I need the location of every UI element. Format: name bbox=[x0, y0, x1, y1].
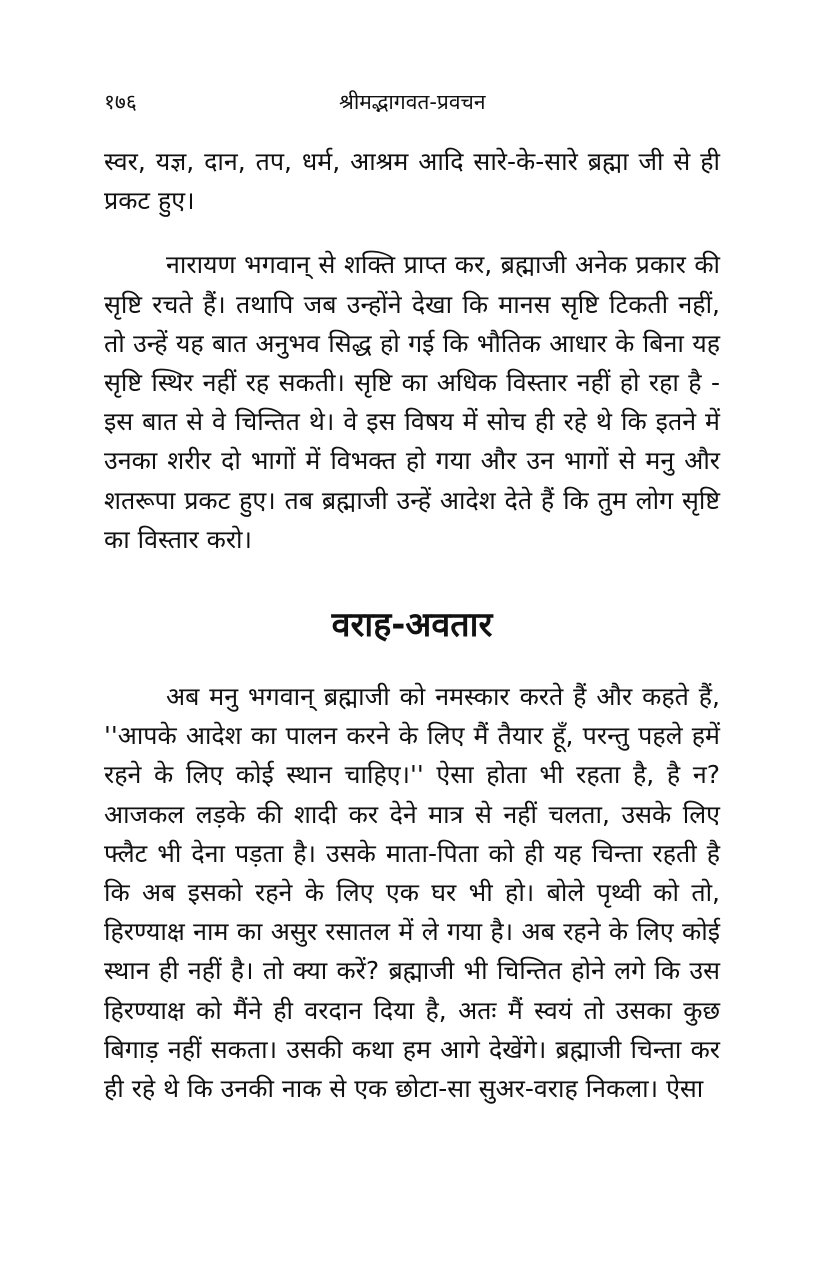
page-number: १७६ bbox=[104, 90, 137, 114]
running-title: श्रीमद्भागवत-प्रवचन bbox=[339, 90, 486, 114]
paragraph-1: स्वर, यज्ञ, दान, तप, धर्म, आश्रम आदि सारे-के-सारे ब्रह्मा जी से ही प्रकट हुए। bbox=[104, 147, 720, 216]
paragraph-2: नारायण भगवान् से शक्ति प्राप्त कर, ब्रह्माजी अनेक प्रकार की सृष्टि रचते हैं। तथापि जब उन्होंने देखा कि मानस सृष्टि टिकती नहीं, तो उन्हें यह बात अनुभव सिद्ध हो गई कि भौतिक आधार के बिना यह सृष्टि स्थिर नहीं रह सकती। सृष्टि का अधिक विस्तार नहीं हो रहा है - इस बात से वे चिन्तित थे। वे इस विषय में सोच ही रहे थे कि इतने में उनका शरीर दो भागों में विभक्त हो गया और उन भागों से मनु और शतरूपा प्रकट हुए। तब ब्रह्माजी उन्हें आदेश देते हैं कि तुम लोग सृष्टि का विस्तार करो। bbox=[104, 250, 720, 554]
paragraph-3: अब मनु भगवान् ब्रह्माजी को नमस्कार करते हैं और कहते हैं, ''आपके आदेश का पालन करने के लिए मैं तैयार हूँ, परन्तु पहले हमें रहने के लिए कोई स्थान चाहिए।'' ऐसा होता भी रहता है, है न? आजकल लड़के की शादी कर देने मात्र से नहीं चलता, उसके लिए फ्लैट भी देना पड़ता है। उसके माता-पिता को ही यह चिन्ता रहती है कि अब इसको रहने के लिए एक घर भी हो। बोले पृथ्वी को तो, हिरण्याक्ष नाम का असुर रसातल में ले गया है। अब रहने के लिए कोई स्थान ही नहीं है। तो क्या करें? ब्रह्माजी भी चिन्तित होने लगे कि उस हिरण्याक्ष को मैंने ही वरदान दिया है, अतः मैं स्वयं तो उसका कुछ बिगाड़ नहीं सकता। उसकी कथा हम आगे देखेंगे। ब्रह्माजी चिन्ता कर ही रहे थे कि उनकी नाक से एक छोटा-सा सुअर-वराह निकला। ऐसा bbox=[104, 682, 720, 1104]
page-content bbox=[104, 142, 720, 1108]
section-heading: वराह-अवतार bbox=[331, 605, 493, 646]
page-header bbox=[104, 88, 720, 120]
